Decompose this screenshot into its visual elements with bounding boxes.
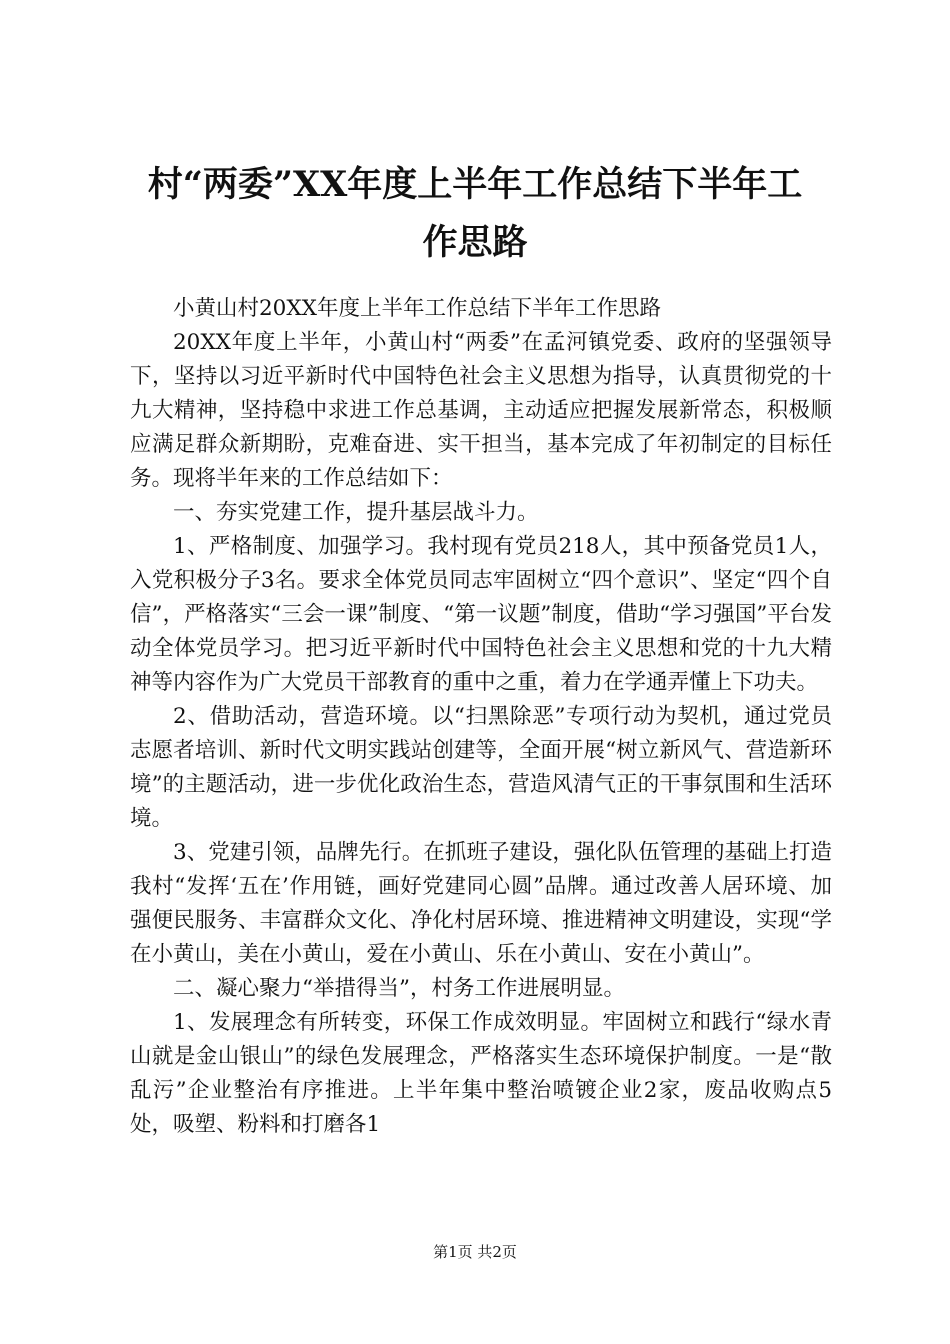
document-body: [130, 292, 832, 1142]
page-number-footer: 第1页 共2页: [433, 1243, 517, 1261]
section-heading-2: 二、凝心聚力“举措得当”，村务工作进展明显。: [173, 976, 625, 1001]
section-heading-1: 一、夯实党建工作，提升基层战斗力。: [173, 500, 539, 525]
paragraph-item-2-1: 1、发展理念有所转变，环保工作成效明显。牢固树立和践行“绿水青山就是金山银山”的绿色发展理念，严格落实生态环境保护制度。一是“散乱污”企业整治有序推进。上半年集中整治喷镀企业2家，废品收购点5处，吸塑、粉料和打磨各1: [130, 1010, 832, 1137]
paragraph-item-1-1: 1、严格制度、加强学习。我村现有党员218人，其中预备党员1人，入党积极分子3名。要求全体党员同志牢固树立“四个意识”、坚定“四个自信”，严格落实“三会一课”制度、“第一议题”制度，借助“学习强国”平台发动全体党员学习。把习近平新时代中国特色社会主义思想和党的十九大精神等内容作为广大党员干部教育的重中之重，着力在学通弄懂上下功夫。: [130, 534, 832, 695]
paragraph-subtitle: 小黄山村20XX年度上半年工作总结下半年工作思路: [173, 296, 661, 321]
document-title-line-2: 作思路: [422, 222, 528, 263]
document-title-line-1: 村“两委”XX年度上半年工作总结下半年工: [147, 164, 803, 205]
paragraph-item-1-3: 3、党建引领，品牌先行。在抓班子建设，强化队伍管理的基础上打造我村“发挥‘五在’作用链，画好党建同心圆”品牌。通过改善人居环境、加强便民服务、丰富群众文化、净化村居环境、推进精神文明建设，实现“学在小黄山，美在小黄山，爱在小黄山、乐在小黄山、安在小黄山”。: [130, 840, 832, 967]
paragraph-intro: 20XX年度上半年，小黄山村“两委”在孟河镇党委、政府的坚强领导下，坚持以习近平新时代中国特色社会主义思想为指导，认真贯彻党的十九大精神，坚持稳中求进工作总基调，主动适应把握发展新常态，积极顺应满足群众新期盼，克难奋进、实干担当，基本完成了年初制定的目标任务。现将半年来的工作总结如下：: [130, 330, 832, 491]
paragraph-item-1-2: 2、借助活动，营造环境。以“扫黑除恶”专项行动为契机，通过党员志愿者培训、新时代文明实践站创建等，全面开展“树立新风气、营造新环境”的主题活动，进一步优化政治生态，营造风清气正的干事氛围和生活环境。: [130, 704, 832, 831]
